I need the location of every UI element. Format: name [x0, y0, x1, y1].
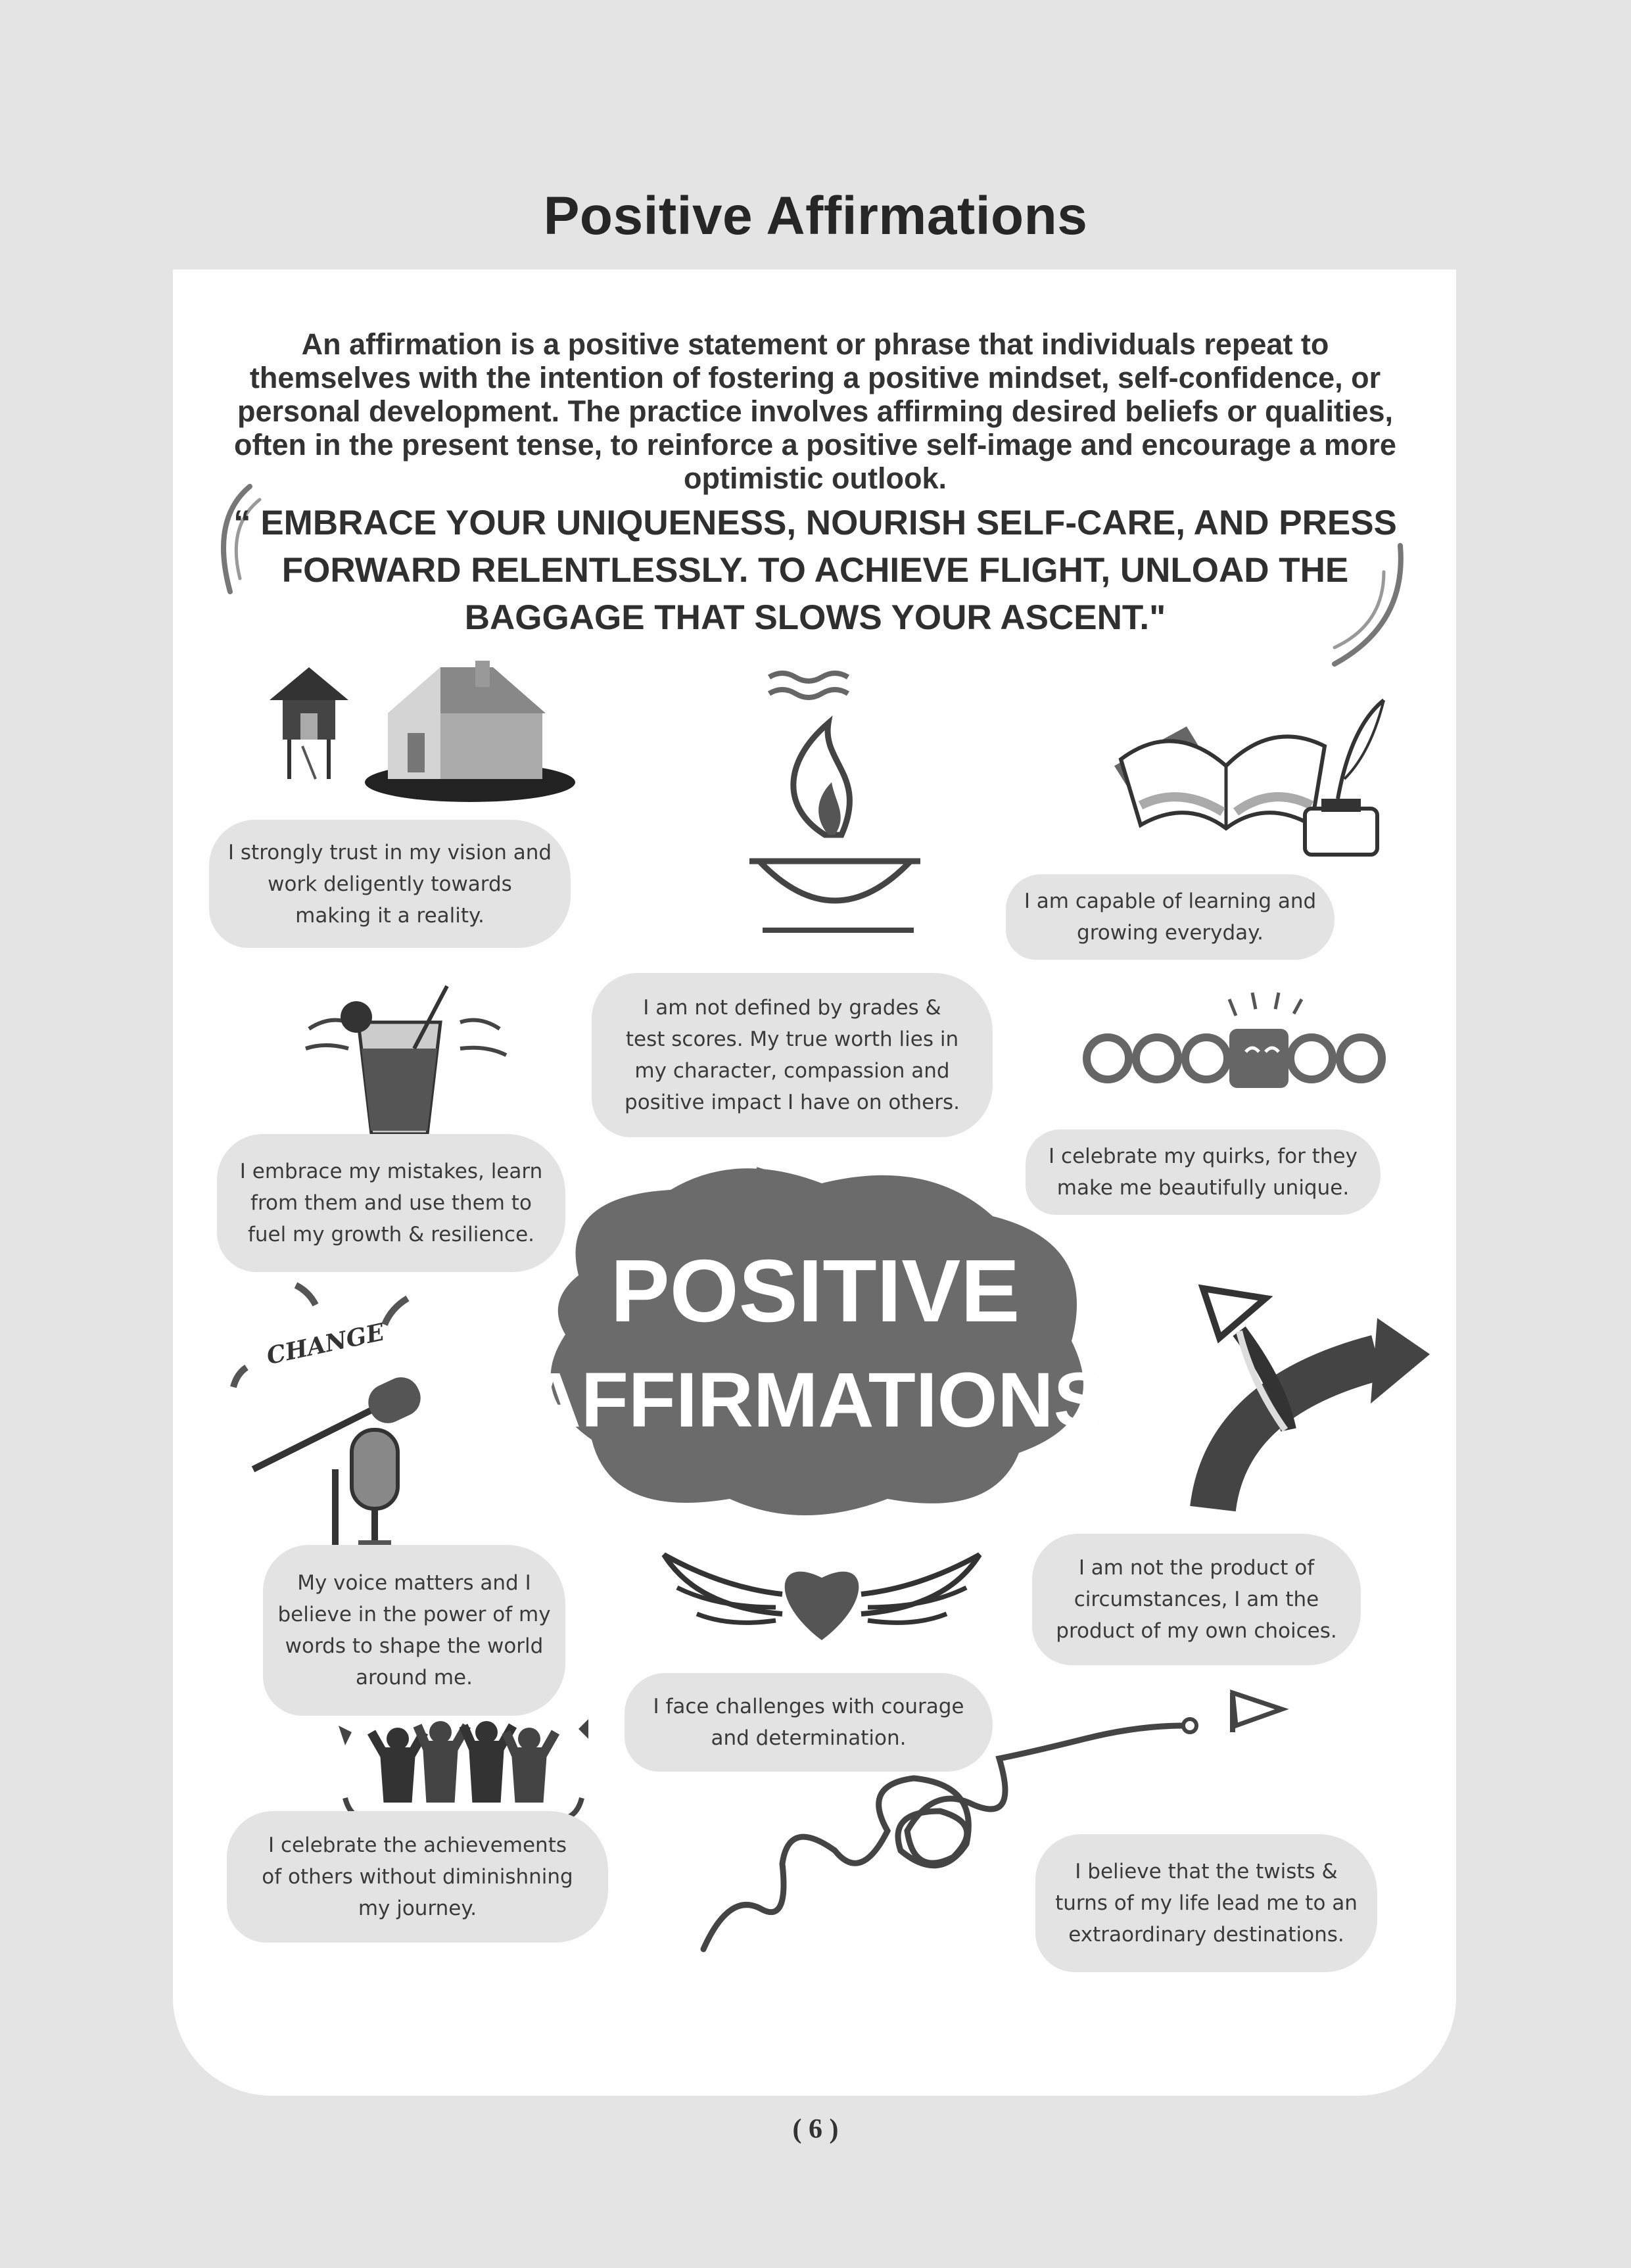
affirmation-card [592, 973, 993, 1137]
affirmation-line: My voice matters and I [297, 1571, 531, 1595]
affirmation-card [209, 820, 571, 948]
affirmation-line: from them and use them to [250, 1191, 532, 1215]
affirmation-card [1032, 1534, 1361, 1665]
affirmation-card [217, 1134, 565, 1272]
affirmation-line: positive impact I have on others. [625, 1091, 960, 1114]
affirmation-card [625, 1673, 993, 1772]
affirmation-line: I celebrate the achievements [268, 1833, 567, 1857]
drink-glass-icon [296, 983, 513, 1141]
houses-icon [266, 648, 575, 805]
affirmation-line: I am capable of learning and [1024, 889, 1317, 913]
logo-line-1: POSITIVE [610, 1241, 1020, 1340]
curved-arrow-icon [1173, 1279, 1436, 1522]
affirmation-line: believe in the power of my [277, 1603, 551, 1626]
affirmation-line: I face challenges with courage [653, 1695, 964, 1718]
affirmation-card [1006, 874, 1335, 960]
affirmation-line: I am not the product of [1078, 1556, 1315, 1580]
intro-paragraph: An affirmation is a positive statement or phrase that individuals repeat to themselves with the intention of fostering a positive mindset, self-confidence, or personal development. The practice involves affirming desired beliefs or qualities, often in the present tense, to reinforce a positive self-image and encourage a more optimistic outlook. [234, 327, 1396, 495]
affirmation-line: words to shape the world [285, 1634, 544, 1658]
affirmation-card [263, 1545, 565, 1716]
affirmation-line: turns of my life lead me to an [1055, 1891, 1358, 1915]
affirmation-line: I believe that the twists & [1075, 1860, 1338, 1883]
affirmation-line: test scores. My true worth lies in [625, 1028, 959, 1051]
affirmation-line: of others without diminishning [262, 1865, 573, 1889]
quote-line: BAGGAGE THAT SLOWS YOUR ASCENT." [464, 598, 1166, 637]
affirmation-line: make me beautifully unique. [1056, 1176, 1350, 1200]
book-and-quill-icon [1095, 687, 1404, 858]
microphone-icon [240, 1371, 437, 1561]
diya-lamp-icon [743, 664, 927, 947]
affirmation-line: I celebrate my quirks, for they [1049, 1145, 1358, 1168]
quote-line: “ EMBRACE YOUR UNIQUENESS, NOURISH SELF-CARE, AND PRESS [233, 504, 1397, 542]
winged-heart-icon [657, 1542, 986, 1653]
change-label: CHANGE [264, 1318, 387, 1371]
affirmation-line: product of my own choices. [1056, 1619, 1337, 1643]
affirmation-line: my character, compassion and [634, 1059, 950, 1083]
affirmation-line: growing everyday. [1077, 921, 1264, 945]
affirmation-line: work deligently towards [268, 872, 512, 896]
affirmation-line: I am not defined by grades & [643, 996, 941, 1020]
affirmation-card [1035, 1834, 1377, 1972]
featured-quote [217, 500, 1413, 642]
affirmation-line: and determination. [711, 1726, 907, 1750]
affirmation-line: circumstances, I am the [1074, 1588, 1319, 1611]
affirmation-line: around me. [356, 1666, 473, 1689]
affirmation-line: making it a reality. [295, 903, 485, 928]
smiling-chain-icon [1078, 986, 1413, 1104]
affirmation-card [227, 1811, 608, 1943]
affirmation-line: I embrace my mistakes, learn [239, 1160, 543, 1183]
affirmation-line: I strongly trust in my vision and [227, 840, 552, 864]
affirmation-line: extraordinary destinations. [1068, 1923, 1344, 1947]
logo-line-2: AFFIRMATIONS [525, 1357, 1106, 1444]
quote-line: FORWARD RELENTLESSLY. TO ACHIEVE FLIGHT, UNLOAD THE [281, 551, 1349, 590]
affirmation-card [1026, 1129, 1381, 1215]
positive-affirmations-logo [519, 1144, 1111, 1538]
page-title: Positive Affirmations [543, 186, 1088, 246]
affirmation-line: fuel my growth & resilience. [247, 1223, 535, 1246]
affirmation-line: my journey. [358, 1897, 477, 1920]
page-number: ( 6 ) [792, 2114, 839, 2144]
